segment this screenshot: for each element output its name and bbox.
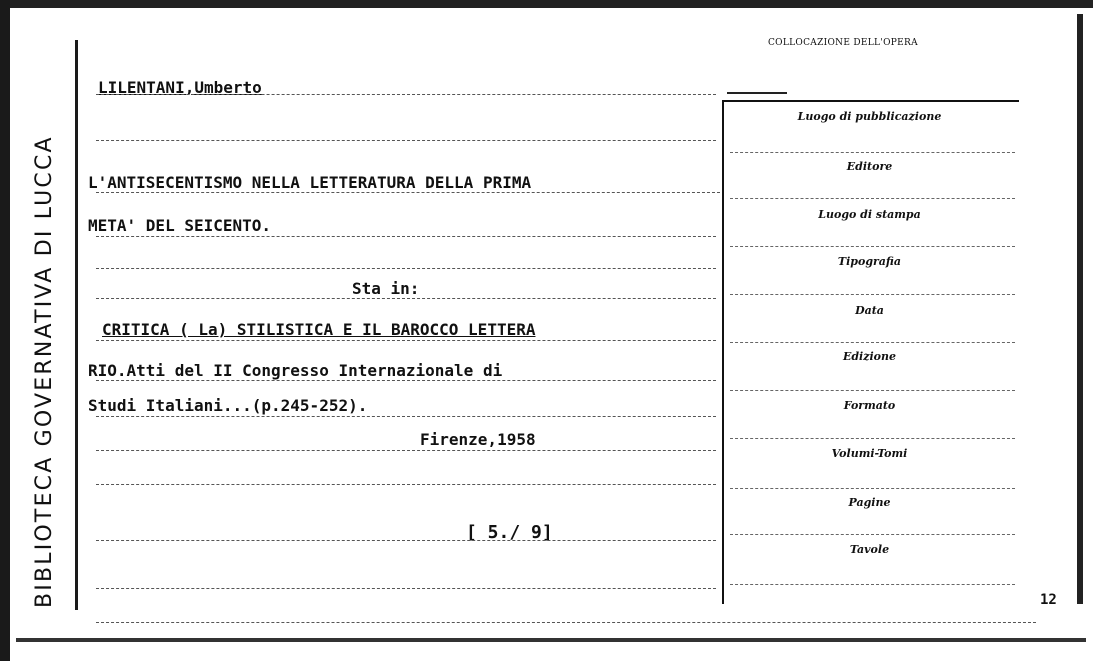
- field-rule-1: [730, 152, 1015, 153]
- field-rule-9: [730, 534, 1015, 535]
- field-rule-2: [730, 198, 1015, 199]
- field-edizione: Edizione: [842, 350, 896, 363]
- rule-shelfmark: [96, 540, 716, 541]
- field-luogo-pubblicazione: Luogo di pubblicazione: [797, 110, 942, 123]
- rule-place-year: [96, 450, 716, 451]
- field-formato: Formato: [843, 399, 896, 412]
- library-name-vertical: BIBLIOTECA GOVERNATIVA DI LUCCA: [32, 135, 57, 608]
- field-rule-3: [730, 246, 1015, 247]
- field-editore: Editore: [846, 160, 893, 173]
- rule-blank-3: [96, 484, 716, 485]
- field-rule-7: [730, 438, 1015, 439]
- corner-number: 12: [1040, 592, 1057, 608]
- field-tipografia: Tipografia: [837, 255, 902, 268]
- sta-in-label: Sta in:: [352, 279, 420, 298]
- field-rule-8: [730, 488, 1015, 489]
- collocation-header: COLLOCAZIONE DELL'OPERA: [768, 38, 918, 48]
- shelfmark: [ 5./ 9]: [466, 522, 553, 543]
- field-data: Data: [855, 304, 884, 317]
- rule-bottom: [96, 622, 1036, 623]
- margin-line: [75, 40, 78, 610]
- rule-source-3: [96, 416, 716, 417]
- card-left-edge: [0, 0, 10, 661]
- source-line-3: Studi Italiani...(p.245-252).: [88, 396, 368, 415]
- title-line-2: META' DEL SEICENTO.: [88, 216, 272, 235]
- source-line-1: CRITICA ( La) STILISTICA E IL BAROCCO LETTERA: [102, 320, 536, 339]
- rule-sta-in: [96, 298, 716, 299]
- field-luogo-stampa: Luogo di stampa: [818, 208, 921, 221]
- rule-author: [96, 94, 716, 95]
- field-pagine: Pagine: [848, 496, 891, 509]
- field-tavole: Tavole: [849, 543, 890, 556]
- card-bottom-edge: [16, 638, 1086, 642]
- place-year: Firenze,1958: [420, 430, 536, 449]
- source-line-2: RIO.Atti del II Congresso Internazionale di: [88, 361, 503, 380]
- card-top-edge: [0, 0, 1093, 8]
- rule-source-2: [96, 380, 716, 381]
- card-right-edge: [1077, 14, 1083, 604]
- rule-blank-2: [96, 268, 716, 269]
- rule-source-1: [96, 340, 716, 341]
- rule-blank-4: [96, 588, 716, 589]
- title-line-1: L'ANTISECENTISMO NELLA LETTERATURA DELLA PRIMA: [88, 173, 532, 192]
- rule-title-2: [96, 236, 716, 237]
- field-rule-4: [730, 294, 1015, 295]
- field-rule-5: [730, 342, 1015, 343]
- field-volumi-tomi: Volumi-Tomi: [831, 447, 908, 460]
- field-rule-6: [730, 390, 1015, 391]
- author-name: LILENTANI,Umberto: [98, 78, 262, 97]
- collocation-rule: [727, 92, 787, 94]
- rule-title-1: [96, 192, 720, 193]
- field-rule-10: [730, 584, 1015, 585]
- rule-blank-1: [96, 140, 716, 141]
